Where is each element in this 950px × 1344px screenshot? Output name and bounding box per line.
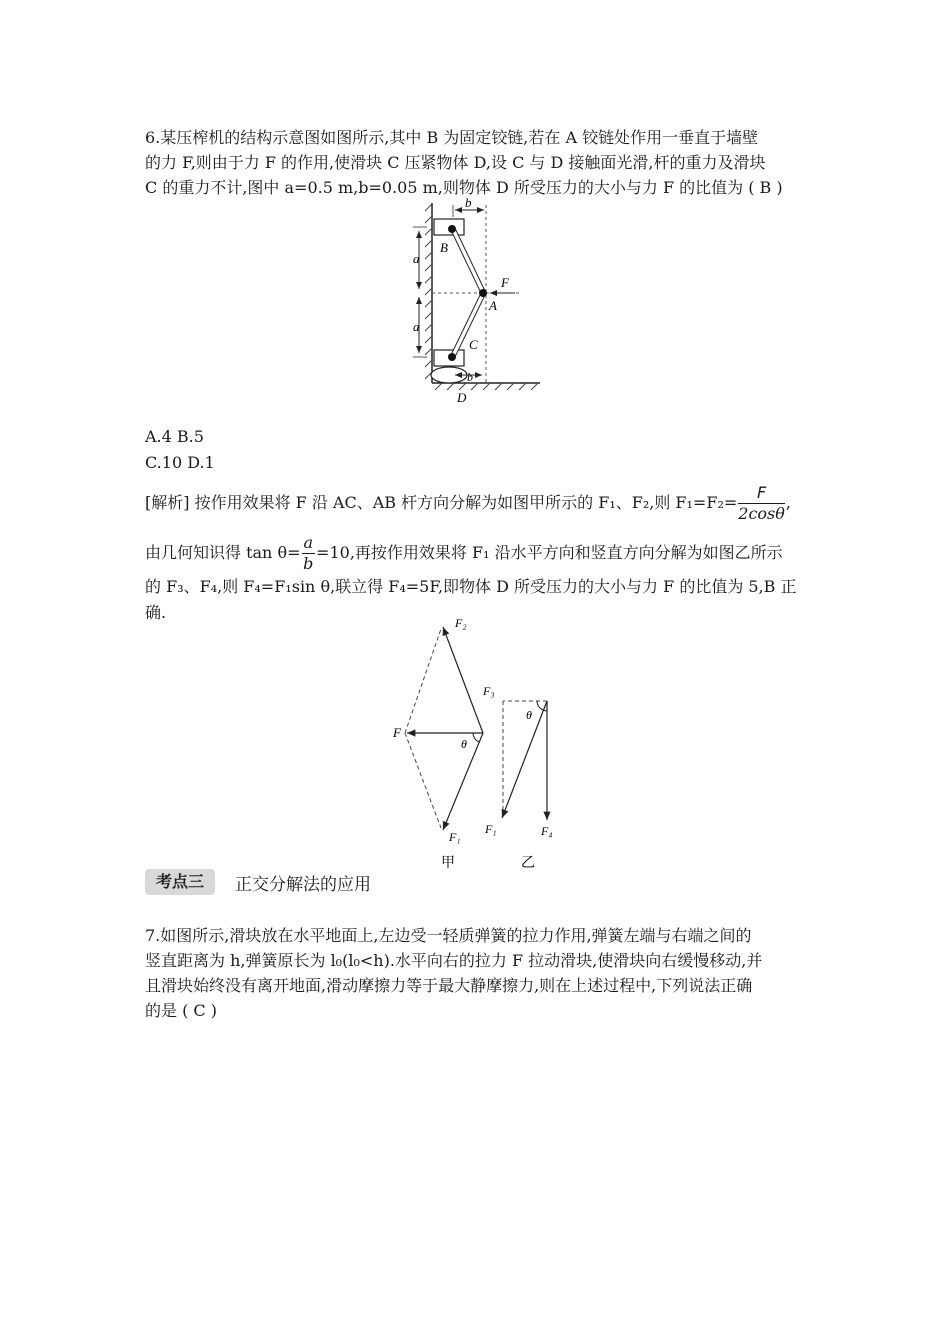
fraction-denominator: 2cosθ	[738, 504, 785, 523]
caption-yi: 乙	[521, 856, 535, 870]
caption-jia: 甲	[441, 856, 455, 870]
question-7-line-4: 的是 ( C )	[145, 1001, 217, 1020]
fraction-denominator-b: b	[303, 554, 314, 573]
label-F1-yi: F₁	[485, 822, 497, 836]
label-theta-yi: θ	[526, 708, 532, 722]
solution-line-2-rest: =10,再按作用效果将 F₁ 沿水平方向和竖直方向分解为如图乙所示	[316, 543, 783, 562]
label-F3: F₃	[483, 684, 495, 698]
fraction-numerator: F	[738, 485, 785, 504]
options-row-1: A.4 B.5	[145, 427, 204, 446]
press-machine-figure	[405, 195, 545, 410]
solution-line-1-text: [解析] 按作用效果将 F 沿 AC、AB 杆方向分解为如图甲所示的 F₁、F₂,则 F₁=F₂=	[145, 493, 738, 512]
question-7-line-2: 竖直距离为 h,弹簧原长为 l₀(l₀<h).水平向右的拉力 F 拉动滑块,使滑块向右缓慢移动,并	[145, 951, 763, 970]
solution-line-1-end: ,	[785, 493, 791, 512]
label-b-bottom: b	[467, 370, 473, 384]
label-a-lower: a	[413, 319, 420, 334]
label-D: D	[457, 390, 467, 405]
label-A: A	[489, 298, 497, 313]
question-7-line-3: 且滑块始终没有离开地面,滑动摩擦力等于最大静摩擦力,则在上述过程中,下列说法正确	[145, 976, 753, 995]
label-theta-jia: θ	[461, 737, 467, 751]
label-C: C	[469, 337, 478, 352]
label-F-jia: F	[393, 725, 401, 740]
fraction-numerator-a: a	[303, 533, 314, 552]
label-F2: F₂	[455, 616, 467, 630]
options-row-2: C.10 D.1	[145, 453, 215, 472]
fraction-a-over-b	[302, 535, 316, 572]
fraction-F-over-2cos	[738, 485, 785, 522]
solution-line-3: 的 F₃、F₄,则 F₄=F₁sin θ,联立得 F₄=5F,即物体 D 所受压力的大小与力 F 的比值为 5,B 正	[145, 577, 797, 596]
label-b-top: b	[465, 195, 472, 210]
label-B: B	[440, 240, 448, 255]
label-F: F	[501, 275, 509, 290]
section-title: 正交分解法的应用	[235, 875, 371, 895]
question-6-line-3: C 的重力不计,图中 a=0.5 m,b=0.05 m,则物体 D 所受压力的大小与力 F 的比值为 ( B )	[145, 178, 783, 197]
section-badge: 考点三	[145, 869, 215, 895]
label-F4: F₄	[541, 824, 553, 838]
solution-line-2-text: 由几何知识得 tan θ=	[145, 543, 301, 562]
solution-line-2	[145, 535, 783, 572]
label-a-upper: a	[413, 251, 420, 266]
solution-line-1	[145, 485, 791, 522]
question-7-line-1: 7.如图所示,滑块放在水平地面上,左边受一轻质弹簧的拉力作用,弹簧左端与右端之间的	[145, 926, 752, 945]
label-F1-jia: F₁	[449, 830, 461, 844]
question-6-line-1: 6.某压榨机的结构示意图如图所示,其中 B 为固定铰链,若在 A 铰链处作用一垂直于墙壁	[145, 128, 759, 147]
force-decomposition-figure	[385, 615, 580, 870]
question-6-line-2: 的力 F,则由于力 F 的作用,使滑块 C 压紧物体 D,设 C 与 D 接触面光滑,杆的重力及滑块	[145, 153, 766, 172]
solution-line-4: 确.	[145, 603, 167, 622]
